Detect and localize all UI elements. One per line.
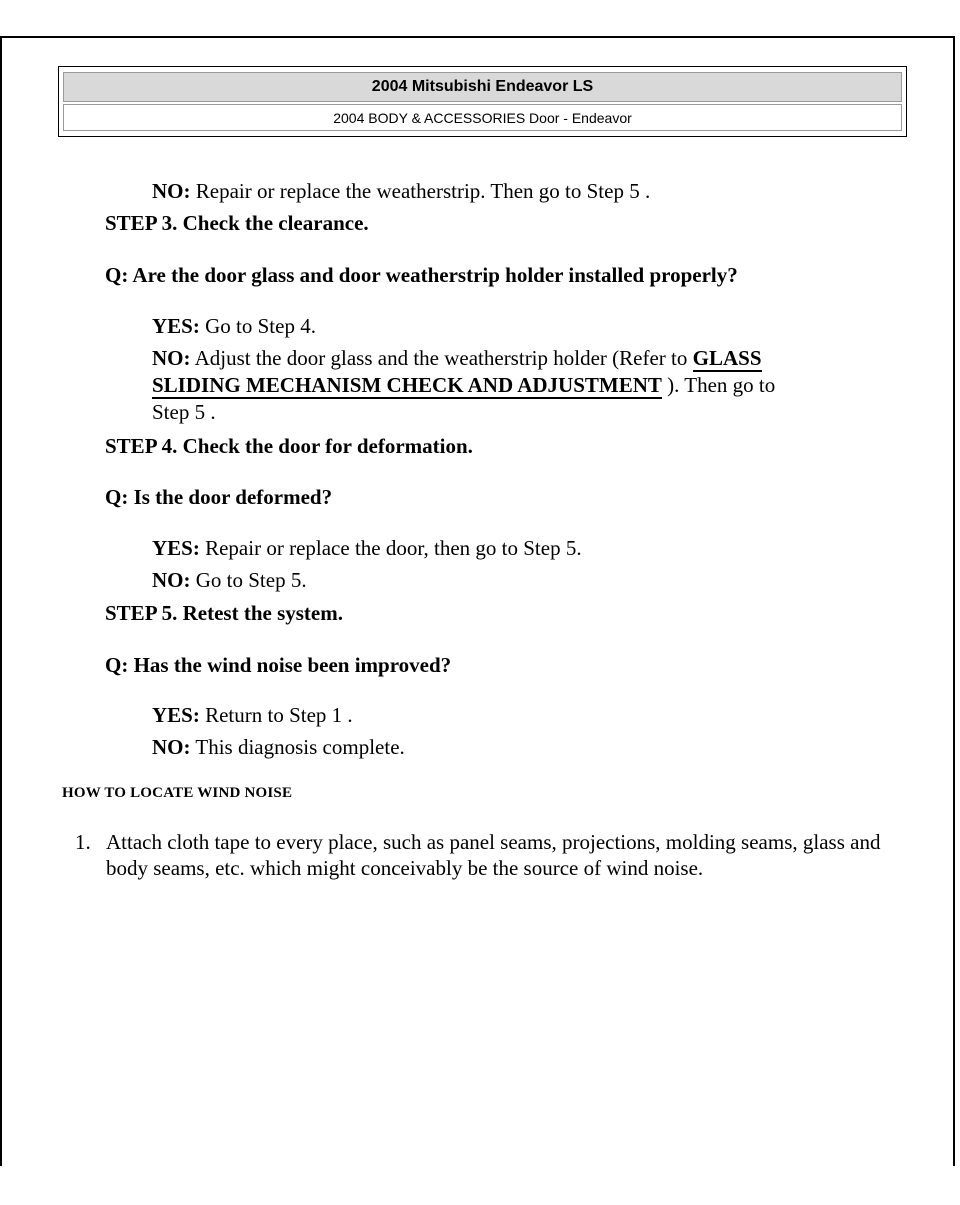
answer-label: YES: bbox=[152, 314, 200, 338]
glass-sliding-link-cont[interactable]: SLIDING MECHANISM CHECK AND ADJUSTMENT bbox=[152, 373, 662, 397]
answer-label: NO: bbox=[152, 346, 191, 370]
answer-label: NO: bbox=[152, 568, 191, 592]
step5-heading: STEP 5. Retest the system. bbox=[105, 601, 343, 625]
list-item bbox=[75, 829, 915, 881]
step5-no-answer bbox=[152, 734, 405, 761]
step3-no-answer-cont2: Step 5 . bbox=[152, 400, 216, 424]
answer-text: ). Then go to bbox=[667, 373, 776, 397]
answer-text: Repair or replace the door, then go to Step 5. bbox=[205, 536, 582, 560]
step4-yes-answer bbox=[152, 535, 582, 562]
answer-text: Adjust the door glass and the weatherstrip holder (Refer to bbox=[194, 346, 688, 370]
section-heading: HOW TO LOCATE WIND NOISE bbox=[62, 785, 293, 801]
step3-no-answer-cont bbox=[152, 372, 775, 399]
step3-question: Q: Are the door glass and door weatherstrip holder installed properly? bbox=[105, 263, 738, 287]
step4-no-answer bbox=[152, 567, 307, 594]
answer-label: NO: bbox=[152, 735, 191, 759]
step5-question: Q: Has the wind noise been improved? bbox=[105, 653, 452, 677]
list-item-text: Attach cloth tape to every place, such as panel seams, projections, molding seams, glass and body seams, etc. which might conceivably be the source of wind noise. bbox=[106, 830, 881, 880]
step3-yes-answer bbox=[152, 313, 316, 340]
step4-heading: STEP 4. Check the door for deformation. bbox=[105, 434, 473, 458]
step5-yes-answer bbox=[152, 702, 353, 729]
document-subtitle: 2004 BODY & ACCESSORIES Door - Endeavor bbox=[63, 104, 902, 131]
answer-text: Go to Step 5. bbox=[195, 568, 307, 592]
answer-text: Return to Step 1 . bbox=[205, 703, 353, 727]
answer-text: Go to Step 4. bbox=[205, 314, 316, 338]
list-item-number: 1. bbox=[75, 830, 91, 854]
step3-heading: STEP 3. Check the clearance. bbox=[105, 211, 369, 235]
document-header bbox=[58, 66, 907, 137]
answer-label: YES: bbox=[152, 703, 200, 727]
document-title: 2004 Mitsubishi Endeavor LS bbox=[63, 72, 902, 102]
answer-label: NO: bbox=[152, 179, 191, 203]
answer-label: YES: bbox=[152, 536, 200, 560]
step4-question: Q: Is the door deformed? bbox=[105, 485, 333, 509]
answer-text: Repair or replace the weatherstrip. Then go to Step 5 . bbox=[195, 179, 651, 203]
glass-sliding-link[interactable]: GLASS bbox=[692, 346, 762, 370]
step3-no-answer bbox=[152, 345, 762, 372]
answer-text: This diagnosis complete. bbox=[195, 735, 405, 759]
step2-no-answer bbox=[152, 178, 650, 205]
